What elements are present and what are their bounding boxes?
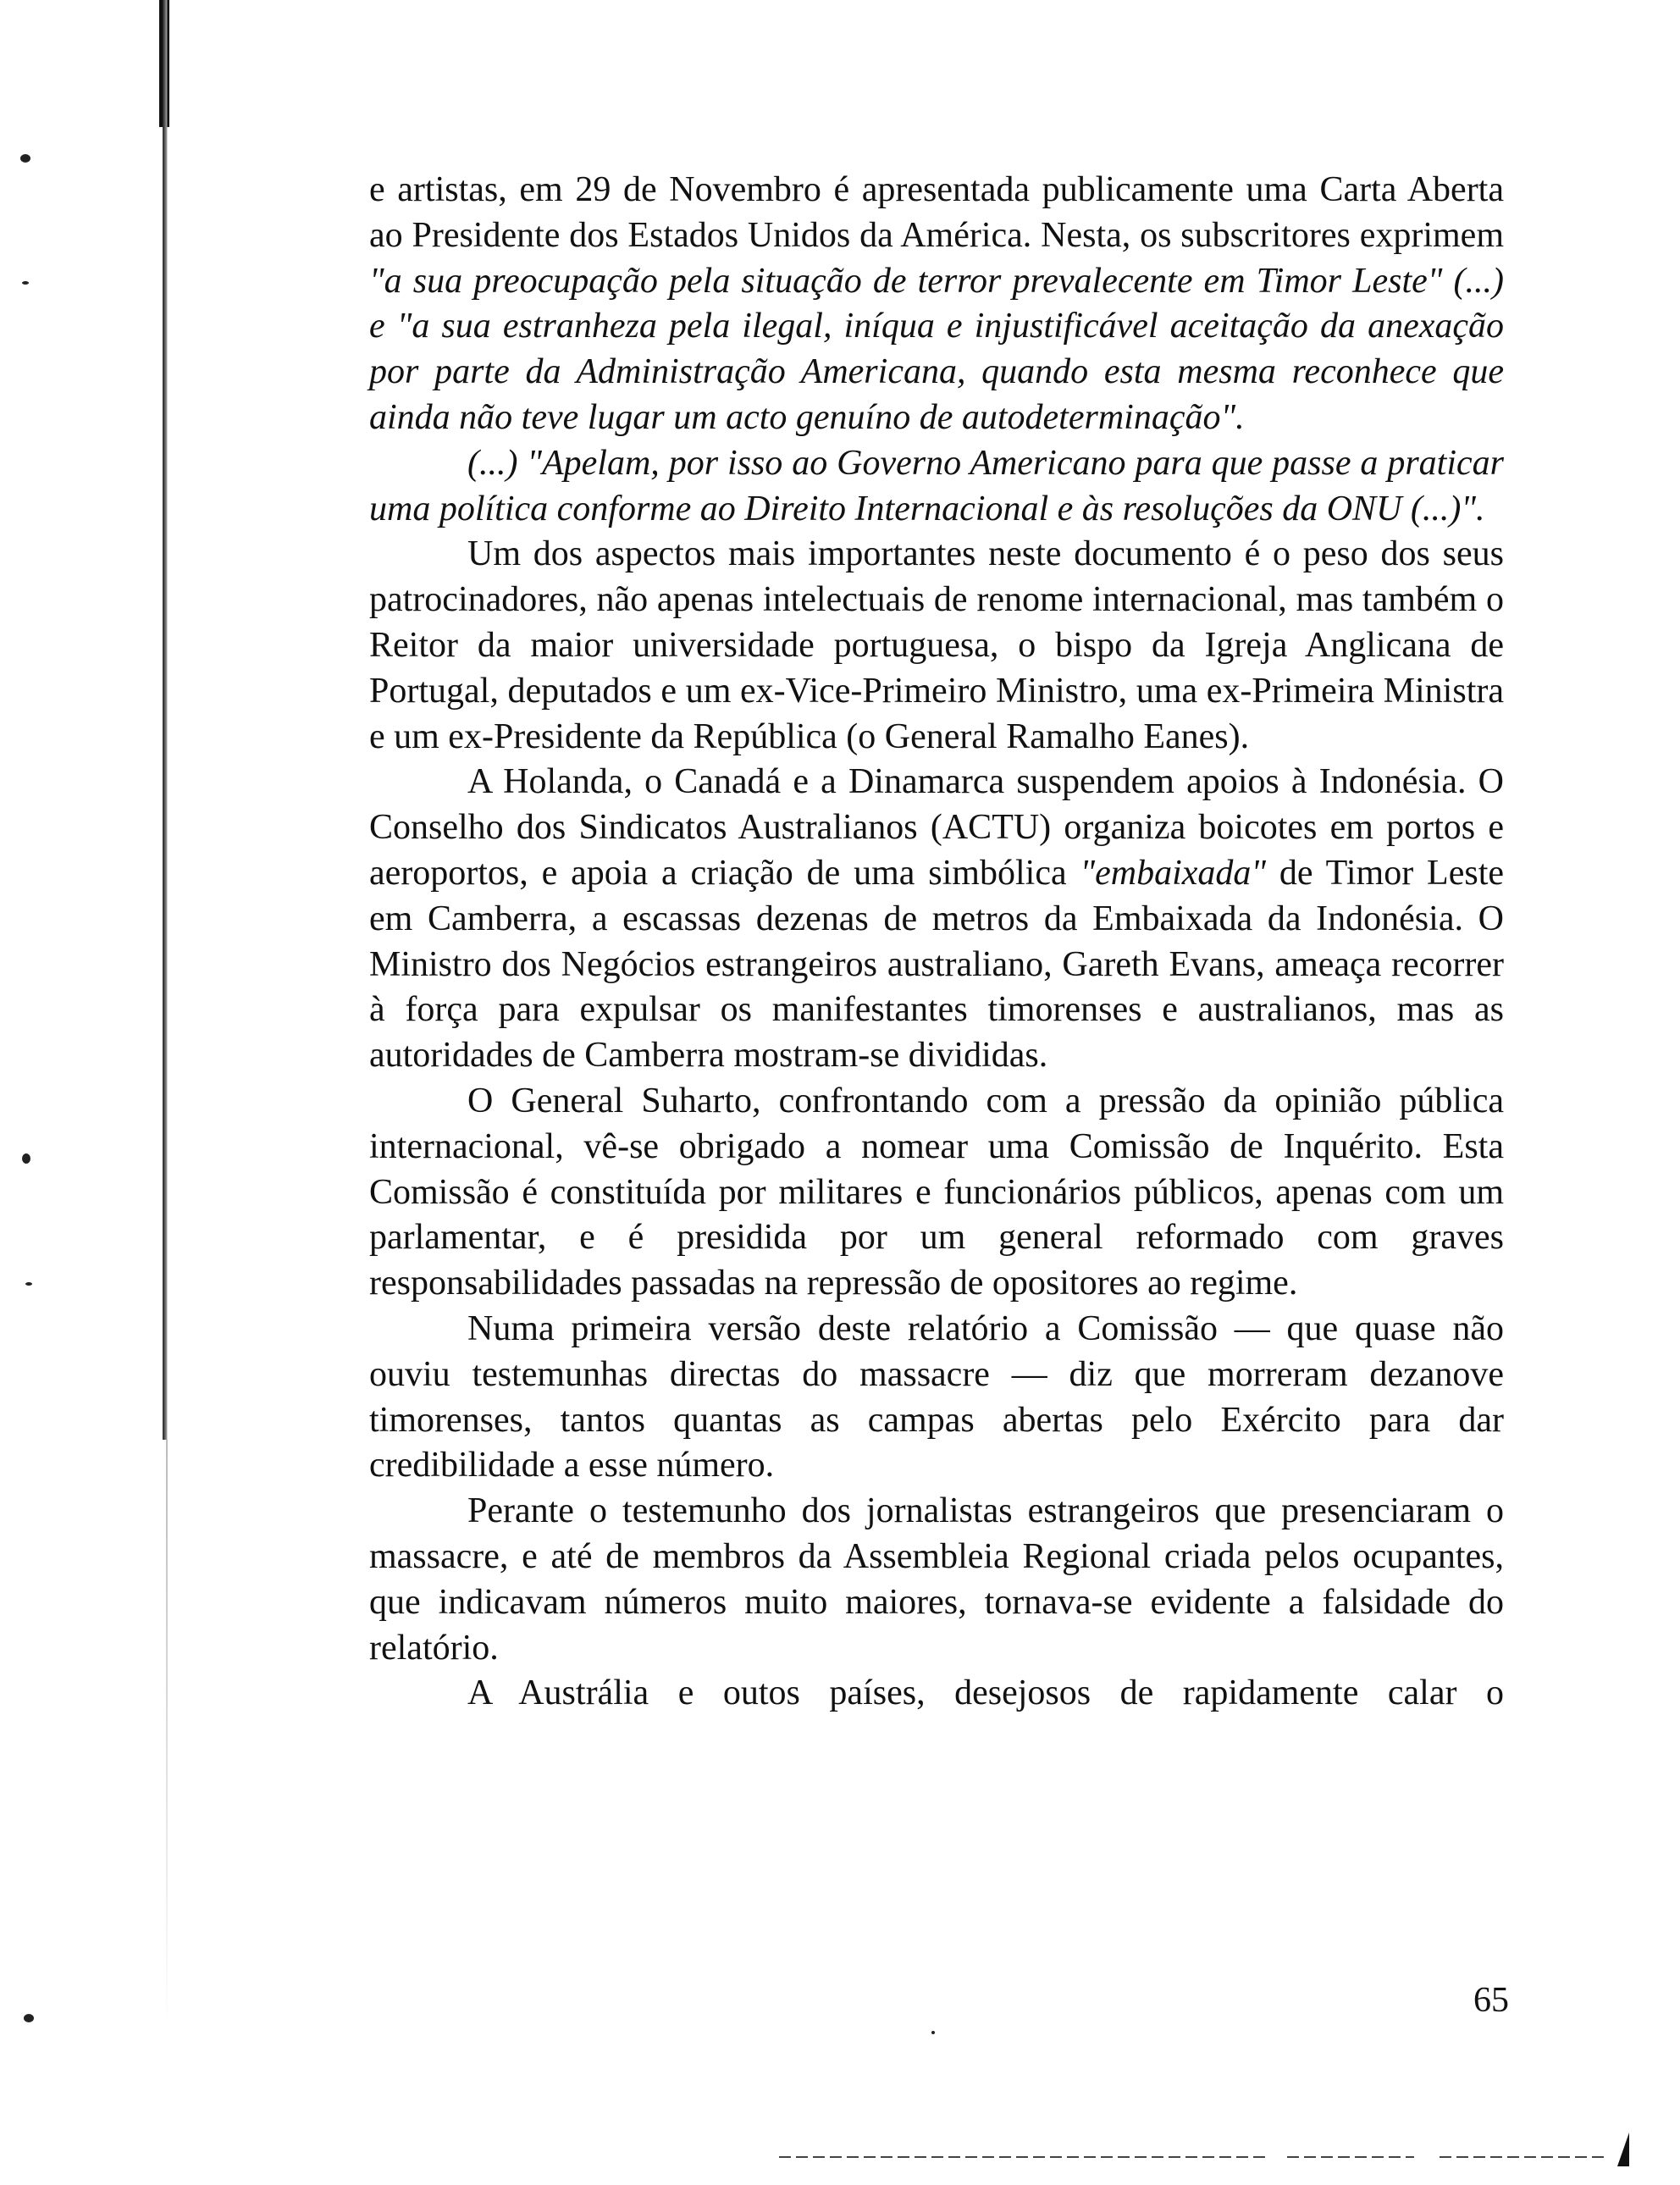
scan-speck	[22, 281, 29, 285]
scan-corner-mark	[1617, 2132, 1629, 2166]
text-run: de Timor Leste em Camberra, a escassas dezenas de metros da Embaixada da Indonésia. O Ministro dos Negócios estrangeiros australiano, Gareth Evans, ameaça recorrer à força para expulsar os manifestantes timorenses e australianos, mas as autoridades de Camberra mostram-se divididas.	[369, 853, 1505, 1076]
footer-dashed-rule	[1287, 2156, 1414, 2158]
text-run: Um dos aspectos mais importantes neste documento é o peso dos seus patrocinadores, não apenas intelectuais de renome internacional, mas também o Reitor da maior universidade portuguesa, o bispo da Igreja Anglicana de Portugal, deputados e um ex-Vice-Primeiro Ministro, uma ex-Primeira Ministra e um ex-Presidente da República (o General Ramalho Eanes).	[369, 534, 1504, 756]
text-run: A Holanda, o Canadá e a Dinamarca suspendem apoios à Indonésia. O Conselho dos Sindicatos Australianos (ACTU) organiza boicotes em portos e aeroportos, e apoia a criação de uma simbólica	[369, 762, 1504, 893]
paragraph	[369, 168, 1504, 441]
italic-quote: "embaixada"	[1080, 853, 1267, 893]
scan-speck	[24, 2014, 34, 2022]
scan-speck	[931, 2031, 935, 2034]
footer-dashed-rule	[1440, 2156, 1609, 2158]
scan-speck	[20, 154, 30, 163]
paragraph	[369, 760, 1504, 1079]
text-run: Numa primeira versão deste relatório a Comissão — que quase não ouviu testemunhas directas do massacre — diz que morreram dezanove timorenses, tantos quantas as campas abertas pelo Exército para dar credibilidade a esse número.	[369, 1308, 1504, 1485]
text-run: e artistas, em 29 de Novembro é apresentada publicamente uma Carta Aberta ao Presidente dos Estados Unidos da América. Nesta, os subscritores exprimem	[369, 170, 1504, 255]
scan-speck	[25, 1282, 32, 1286]
scan-speck	[22, 1153, 30, 1164]
text-run: Perante o testemunho dos jornalistas estrangeiros que presenciaram o massacre, e até de membros da Assembleia Regional criada pelos ocupantes, que indicavam números muito maiores, tornava-se evidente a falsidade do relatório.	[369, 1491, 1504, 1668]
paragraph	[369, 1671, 1504, 1717]
italic-quote: "a sua preocupação pela situação de terror prevalecente em Timor Leste" (...) e "a sua estranheza pela ilegal, iníqua e injustificável aceitação da anexação por parte da Administração Americana, quando esta mesma reconhece que ainda não teve lugar um acto genuíno de autodeterminação".	[369, 261, 1504, 437]
footer-dashed-rule	[779, 2156, 1270, 2158]
paragraph	[369, 1307, 1504, 1489]
paragraph	[369, 441, 1504, 533]
paragraph	[369, 532, 1504, 760]
body-text	[369, 168, 1504, 1717]
text-run: O General Suharto, confrontando com a pressão da opinião pública internacional, vê-se obrigado a nomear uma Comissão de Inquérito. Esta Comissão é constituída por militares e funcionários públicos, apenas com um parlamentar, e é presidida por um general reformado com graves responsabilidades passadas na repressão de opositores ao regime.	[369, 1081, 1504, 1303]
paragraph	[369, 1489, 1504, 1671]
italic-quote: (...) "Apelam, por isso ao Governo Americano para que passe a praticar uma política conforme ao Direito Internacional e às resoluções da ONU (...)".	[369, 443, 1504, 528]
scan-binding-edge-faint	[166, 1440, 168, 2033]
page-number: 65	[1473, 1981, 1509, 2020]
scan-binding-edge	[163, 0, 168, 1440]
text-run: A Austrália e outos países, desejosos de rapidamente calar o	[467, 1673, 1504, 1713]
paragraph	[369, 1079, 1504, 1307]
